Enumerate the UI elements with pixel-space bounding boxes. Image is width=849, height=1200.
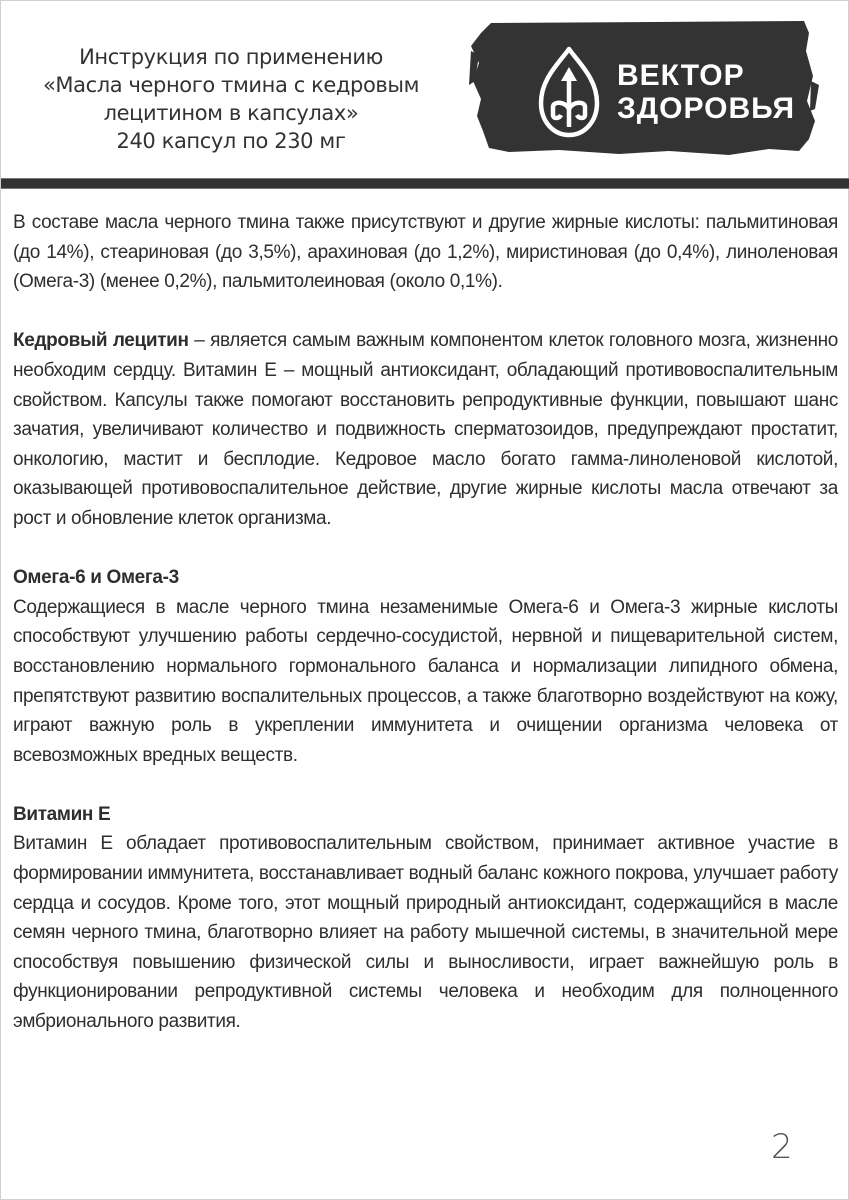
fatty-acids-paragraph: В составе масла черного тмина также присутствуют и другие жирные кислоты: пальмитиновая (до 14%), стеариновая (до 3,5%), арахиновая (до 1,2%), миристиновая (до 0,4%), линоленовая (Омега-3) (менее 0,2%), пальмитолеиновая (около 0,1%). (13, 212, 838, 293)
document-title (1, 43, 461, 155)
vitamin-e-paragraph: Витамин Е обладает противовоспалительным свойством, принимает активное участие в формировании иммунитета, восстанавливает водный баланс кожного покрова, улучшает работу сердца и сосудов. Кроме того, этот мощный природный антиоксидант, содержащийся в масле семян черного тмина, благотворно влияет на работу мышечной системы, в значительной мере способствуя повышению физической силы и выносливости, играет важнейшую роль в функционировании репродуктивной системы человека и необходим для полноценного эмбрионального развития. (13, 833, 838, 1033)
title-line-3: лецитином в капсулах» (103, 101, 359, 125)
omega-paragraph: Содержащиеся в масле черного тмина незаменимые Омега-6 и Омега-3 жирные кислоты способствуют улучшению работы сердечно-сосудистой, нервной и пищеварительной систем, восстановлению нормального гормонального баланса и нормализации липидного обмена, препятствуют развитию воспалительных процессов, а также благотворно воздействуют на кожу, играют важную роль в укреплении иммунитета и очищении организма человека от всевозможных вредных веществ. (13, 596, 838, 766)
logo-wordmark (617, 59, 795, 125)
header-divider (1, 178, 849, 189)
page-header (1, 1, 849, 179)
omega-heading: Омега-6 и Омега-3 (13, 567, 179, 589)
document-body (13, 208, 838, 1037)
title-line-1: Инструкция по применению (79, 45, 383, 69)
logo-line-2: ЗДОРОВЬЯ (617, 92, 796, 125)
drop-sprout-arrow-icon (535, 45, 603, 139)
lecithin-text: – является самым важным компонентом клеток головного мозга, жизненно необходим сердцу. Витамин Е – мощный антиоксидант, обладающий противовоспалительным свойством. Капсулы также помогают восстановить репродуктивные функции, повышают шанс зачатия, увеличивают количество и подвижность сперматозоидов, предупреждают простатит, онкологию, мастит и бесплодие. Кедровое масло богато гамма-линоленовой кислотой, оказывающей противовоспалительное действие, другие жирные кислоты масла отвечают за рост и обновление клеток организма. (13, 330, 838, 529)
lecithin-lead: Кедровый лецитин (13, 330, 189, 352)
title-line-2: «Масла черного тмина с кедровым (42, 73, 420, 97)
lecithin-paragraph (13, 326, 838, 533)
brand-logo (469, 21, 821, 156)
vitamin-e-heading: Витамин Е (13, 803, 111, 825)
logo-line-1: ВЕКТОР (617, 59, 745, 92)
title-line-4: 240 капсул по 230 мг (116, 129, 346, 153)
page-number: 2 (771, 1127, 793, 1167)
